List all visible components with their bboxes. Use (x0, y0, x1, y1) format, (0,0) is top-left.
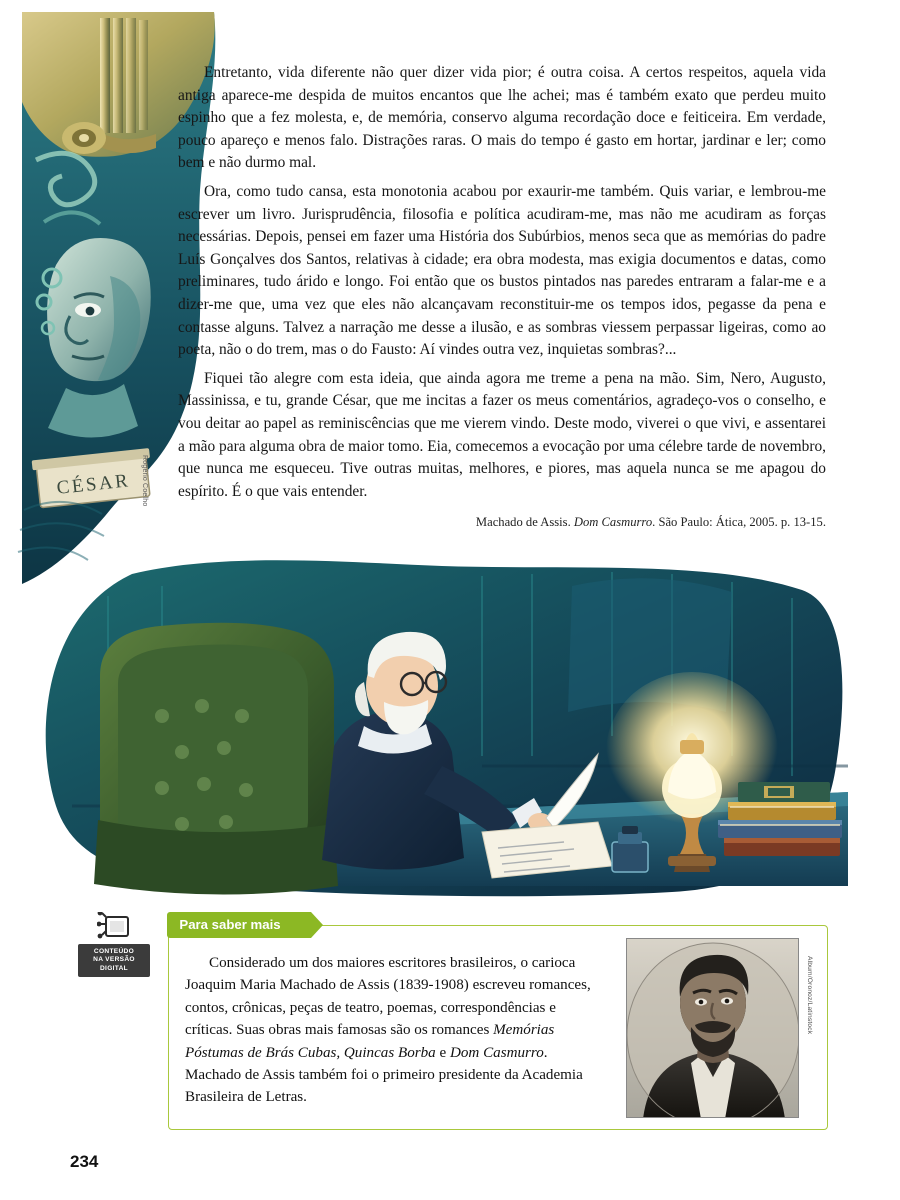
saber-text-part3: . Machado de Assis também foi o primeiro presidente da Academia Brasileira de Letras. (185, 1044, 583, 1106)
source-suffix: . São Paulo: Ática, 2005. p. 13-15. (652, 515, 826, 530)
saber-work-titles: Memórias Póstumas de Brás Cubas, Quincas Borba (185, 1022, 555, 1061)
illustration-writer-at-desk (12, 556, 848, 906)
paragraph: Fiquei tão alegre com esta ideia, que ainda agora me treme a pena na mão. Sim, Nero, Augusto, Massinissa, e tu, grande César, que me incitas a fazer os meus comentários, agradeço-vos o conselho, e vou deitar ao papel as reminiscências que me vierem vindo. Deste modo, viverei o que vivi, e assentarei a mão para alguma obra de maior tomo. Eia, comecemos a evocação por uma célebre tarde de novembro, que nunca me esqueceu. Tive outras muitas, melhores, e piores, mas aquela nunca se me apagou do espírito. É o que vais entender. (178, 369, 826, 500)
digital-content-icon (97, 912, 131, 942)
source-citation (178, 515, 826, 530)
body-text (178, 62, 826, 530)
portrait-machado-de-assis (626, 938, 799, 1118)
source-prefix: Machado de Assis. (475, 515, 574, 530)
illustration-credit-top: Rogério Coelho (141, 455, 148, 507)
para-saber-mais-box (168, 917, 828, 1130)
paragraph: Ora, como tudo cansa, esta monotonia acabou por exaurir-me também. Quis variar, e lembrou-me escrever um livro. Jurisprudência, filosofia e política acudiram-me, mas não me acudiram as forças necessárias. Depois, pensei em fazer uma História dos Subúrbios, menos seca que as memórias do padre Luís Gonçalves dos Santos, relativas à cidade; era obra modesta, mas exigia documentos e datas, como preliminares, tudo árido e longo. Foi então que os bustos pintados nas paredes entraram a falar-me e a dizer-me que, uma vez que eles não alcançavam reconstituir-me os tempos idos, pegasse da pena e contasse alguns. Talvez a narração me desse a ilusão, e as sombras viessem perpassar ligeiras, como ao poeta, não o do trem, mas o do Fausto: Aí vindes outra vez, inquietas sombras?... (178, 182, 826, 359)
portrait-credit: Album/Oronoz/Latinstock (806, 956, 813, 1035)
saber-text-part2: e (435, 1044, 450, 1061)
digital-content-label (78, 944, 150, 977)
paragraph: Entretanto, vida diferente não quer dizer vida pior; é outra coisa. A certos respeitos, aquela vida antiga aparece-me despida de muitos encantos que lhe achei; mas é também exato que perdeu muito espinho que a fez molesta, e, de memória, conservo alguma recordação doce e feiticeira. Em verdade, pouco apareço e menos falo. Distrações raras. O mais do tempo é gasto em hortar, jardinar e ler; como bem e não durmo mal. (178, 64, 826, 172)
saber-work-title-2: Dom Casmurro (449, 1044, 544, 1061)
digital-content-badge[interactable] (78, 912, 150, 977)
para-saber-mais-text (185, 952, 593, 1109)
bust-label: CÉSAR (55, 470, 132, 499)
digital-line-3: DIGITAL (100, 964, 128, 972)
saber-text-part1: Considerado um dos maiores escritores brasileiros, o carioca Joaquim Maria Machado de Assis (1839-1908) escreveu romances, contos, crônicas, peças de teatro, poemas, correspondências e críticas. Suas obras mais famosas são os romances (185, 955, 591, 1039)
digital-line-2: NA VERSÃO (93, 956, 135, 964)
para-saber-mais-tab: Para saber mais (167, 912, 310, 938)
source-title: Dom Casmurro (573, 515, 653, 530)
page-number: 234 (70, 1152, 99, 1171)
digital-line-1: CONTEÚDO (93, 948, 135, 955)
